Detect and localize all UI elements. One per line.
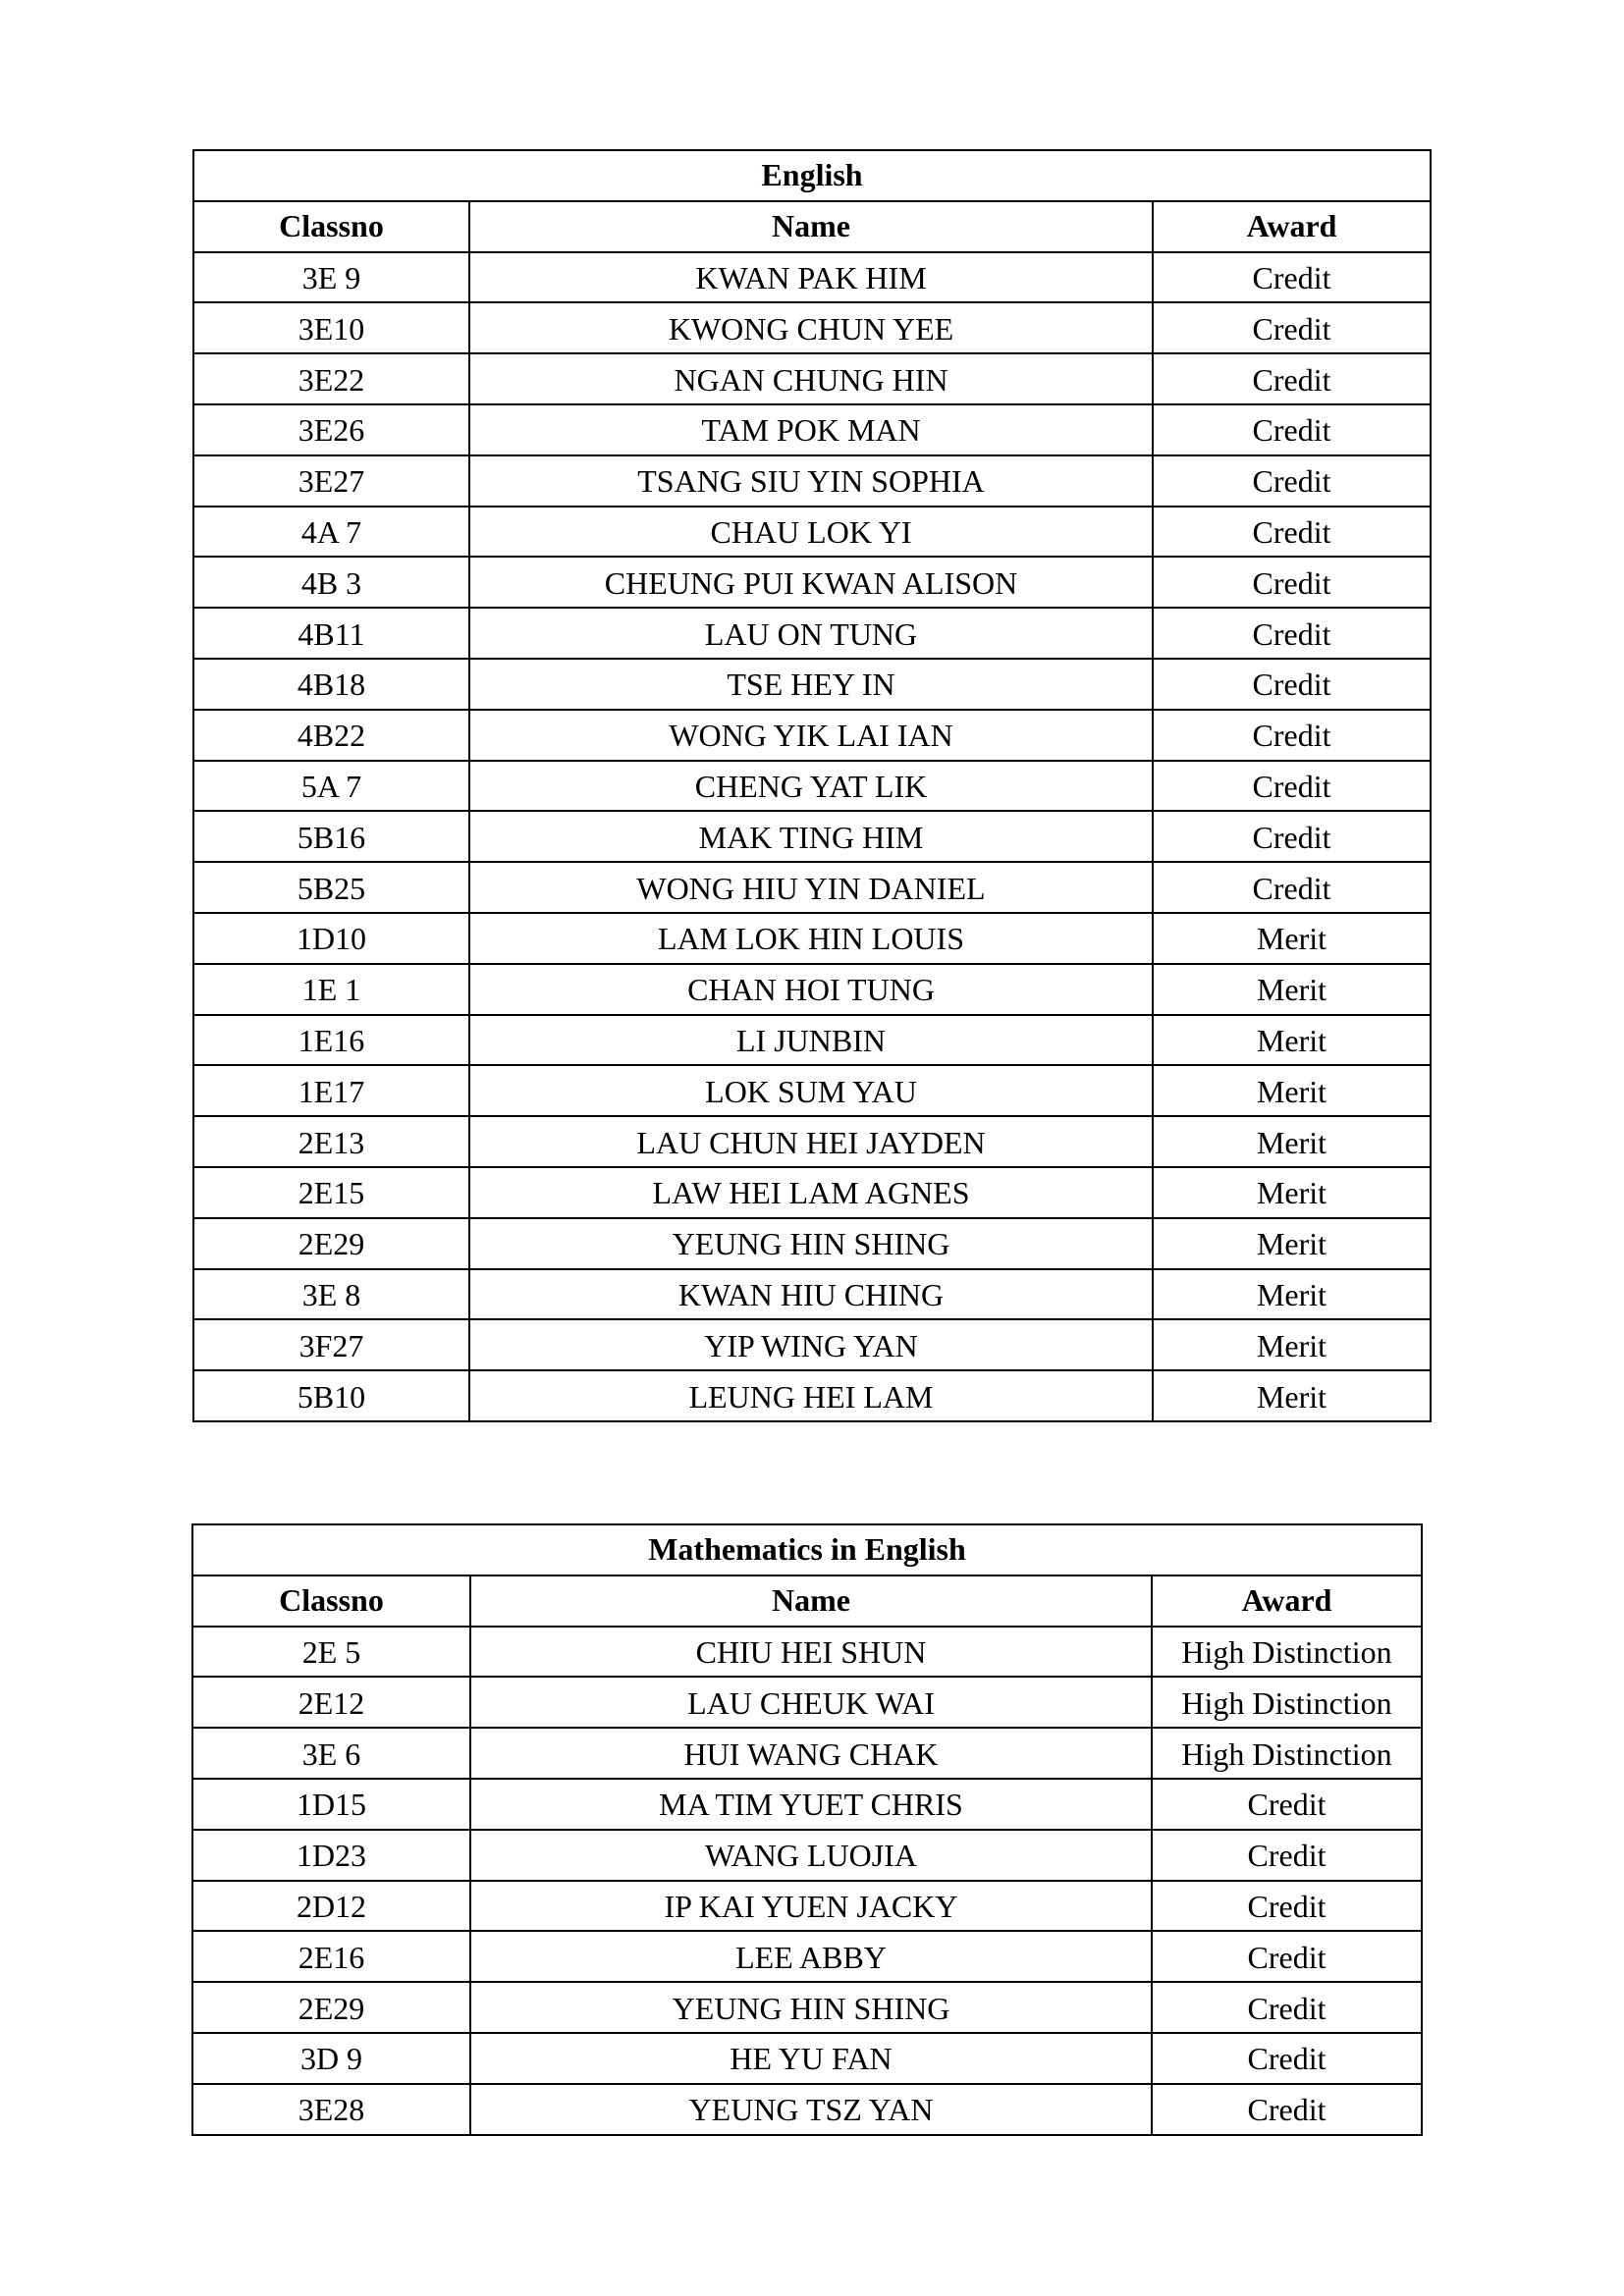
student-name-cell: LEUNG HEI LAM <box>469 1370 1153 1421</box>
award-cell: Merit <box>1153 1269 1431 1320</box>
award-cell: Merit <box>1153 1319 1431 1370</box>
student-name-cell: MAK TING HIM <box>469 811 1153 862</box>
award-cell: Credit <box>1153 252 1431 303</box>
student-name-cell: CHENG YAT LIK <box>469 761 1153 812</box>
student-name-cell: YIP WING YAN <box>469 1319 1153 1370</box>
award-cell: Credit <box>1153 404 1431 455</box>
student-name-cell: KWAN HIU CHING <box>469 1269 1153 1320</box>
classno-cell: 4A 7 <box>193 507 469 558</box>
award-cell: Merit <box>1153 964 1431 1015</box>
column-header-name: Name <box>469 201 1153 252</box>
student-name-cell: YEUNG TSZ YAN <box>470 2084 1152 2135</box>
table-row <box>192 2033 1422 2084</box>
table-row <box>193 1015 1431 1066</box>
student-name-cell: LEE ABBY <box>470 1931 1152 1982</box>
award-cell: Credit <box>1152 1779 1422 1830</box>
classno-cell: 3F27 <box>193 1319 469 1370</box>
student-name-cell: KWONG CHUN YEE <box>469 302 1153 353</box>
table-row <box>192 1728 1422 1779</box>
table-row <box>193 1319 1431 1370</box>
classno-cell: 5B16 <box>193 811 469 862</box>
student-name-cell: TSANG SIU YIN SOPHIA <box>469 455 1153 507</box>
table-title: Mathematics in English <box>192 1524 1422 1575</box>
table-row <box>193 608 1431 659</box>
table-row <box>193 862 1431 913</box>
column-header-classno: Classno <box>193 201 469 252</box>
award-cell: Credit <box>1152 1830 1422 1881</box>
award-cell: High Distinction <box>1152 1677 1422 1728</box>
classno-cell: 3E28 <box>192 2084 470 2135</box>
classno-cell: 5B25 <box>193 862 469 913</box>
column-header-award: Award <box>1153 201 1431 252</box>
student-name-cell: WONG HIU YIN DANIEL <box>469 862 1153 913</box>
classno-cell: 3E 6 <box>192 1728 470 1779</box>
table-row <box>193 964 1431 1015</box>
table-row <box>193 1065 1431 1116</box>
student-name-cell: NGAN CHUNG HIN <box>469 353 1153 404</box>
student-name-cell: WANG LUOJIA <box>470 1830 1152 1881</box>
table-row <box>193 1370 1431 1421</box>
classno-cell: 3E 9 <box>193 252 469 303</box>
student-name-cell: LAW HEI LAM AGNES <box>469 1167 1153 1218</box>
table-row <box>192 2084 1422 2135</box>
award-cell: Merit <box>1153 1370 1431 1421</box>
table-row <box>193 353 1431 404</box>
classno-cell: 5B10 <box>193 1370 469 1421</box>
classno-cell: 2E13 <box>193 1116 469 1167</box>
table-row <box>193 1269 1431 1320</box>
classno-cell: 1D23 <box>192 1830 470 1881</box>
table-title: English <box>193 150 1431 201</box>
classno-cell: 1D10 <box>193 913 469 964</box>
award-cell: Credit <box>1152 1931 1422 1982</box>
classno-cell: 3D 9 <box>192 2033 470 2084</box>
student-name-cell: CHEUNG PUI KWAN ALISON <box>469 557 1153 608</box>
table-row <box>193 557 1431 608</box>
table-row <box>192 1677 1422 1728</box>
student-name-cell: LAU CHUN HEI JAYDEN <box>469 1116 1153 1167</box>
table-header-row <box>193 201 1431 252</box>
table-header-row <box>192 1575 1422 1627</box>
student-name-cell: LAU CHEUK WAI <box>470 1677 1152 1728</box>
table-title-row <box>193 150 1431 201</box>
award-cell: High Distinction <box>1152 1728 1422 1779</box>
classno-cell: 3E10 <box>193 302 469 353</box>
student-name-cell: LAU ON TUNG <box>469 608 1153 659</box>
table-row <box>193 710 1431 761</box>
table-row <box>193 1218 1431 1269</box>
award-cell: Merit <box>1153 1116 1431 1167</box>
english-award-table <box>192 149 1432 1422</box>
award-cell: Merit <box>1153 913 1431 964</box>
student-name-cell: YEUNG HIN SHING <box>469 1218 1153 1269</box>
award-cell: Credit <box>1152 2084 1422 2135</box>
student-name-cell: YEUNG HIN SHING <box>470 1982 1152 2033</box>
classno-cell: 2E29 <box>192 1982 470 2033</box>
table-title-row <box>192 1524 1422 1575</box>
table-row <box>192 1881 1422 1932</box>
classno-cell: 2E12 <box>192 1677 470 1728</box>
classno-cell: 1E17 <box>193 1065 469 1116</box>
classno-cell: 4B18 <box>193 659 469 710</box>
classno-cell: 4B 3 <box>193 557 469 608</box>
mathematics-table-body <box>192 1524 1422 2135</box>
award-cell: Credit <box>1153 710 1431 761</box>
student-name-cell: CHAN HOI TUNG <box>469 964 1153 1015</box>
column-header-name: Name <box>470 1575 1152 1627</box>
classno-cell: 5A 7 <box>193 761 469 812</box>
table-row <box>193 913 1431 964</box>
table-row <box>192 1779 1422 1830</box>
award-cell: High Distinction <box>1152 1627 1422 1678</box>
award-cell: Credit <box>1153 761 1431 812</box>
student-name-cell: IP KAI YUEN JACKY <box>470 1881 1152 1932</box>
award-cell: Merit <box>1153 1218 1431 1269</box>
student-name-cell: LAM LOK HIN LOUIS <box>469 913 1153 964</box>
table-row <box>193 1167 1431 1218</box>
classno-cell: 3E22 <box>193 353 469 404</box>
award-cell: Credit <box>1153 608 1431 659</box>
table-row <box>192 1982 1422 2033</box>
table-row <box>193 811 1431 862</box>
english-table-body <box>193 150 1431 1421</box>
classno-cell: 2E 5 <box>192 1627 470 1678</box>
student-name-cell: LOK SUM YAU <box>469 1065 1153 1116</box>
award-cell: Credit <box>1153 507 1431 558</box>
classno-cell: 2D12 <box>192 1881 470 1932</box>
student-name-cell: HUI WANG CHAK <box>470 1728 1152 1779</box>
award-cell: Credit <box>1152 1982 1422 2033</box>
table-row <box>193 761 1431 812</box>
table-row <box>193 404 1431 455</box>
award-cell: Merit <box>1153 1167 1431 1218</box>
award-cell: Credit <box>1153 862 1431 913</box>
student-name-cell: KWAN PAK HIM <box>469 252 1153 303</box>
column-header-classno: Classno <box>192 1575 470 1627</box>
award-cell: Merit <box>1153 1065 1431 1116</box>
table-row <box>193 455 1431 507</box>
column-header-award: Award <box>1152 1575 1422 1627</box>
classno-cell: 4B11 <box>193 608 469 659</box>
award-cell: Credit <box>1153 302 1431 353</box>
classno-cell: 2E16 <box>192 1931 470 1982</box>
table-row <box>193 252 1431 303</box>
student-name-cell: LI JUNBIN <box>469 1015 1153 1066</box>
award-cell: Credit <box>1152 2033 1422 2084</box>
table-row <box>192 1830 1422 1881</box>
student-name-cell: HE YU FAN <box>470 2033 1152 2084</box>
student-name-cell: CHAU LOK YI <box>469 507 1153 558</box>
student-name-cell: MA TIM YUET CHRIS <box>470 1779 1152 1830</box>
table-row <box>192 1627 1422 1678</box>
classno-cell: 1E16 <box>193 1015 469 1066</box>
award-cell: Credit <box>1153 659 1431 710</box>
table-row <box>193 302 1431 353</box>
classno-cell: 3E26 <box>193 404 469 455</box>
classno-cell: 3E27 <box>193 455 469 507</box>
table-row <box>193 507 1431 558</box>
table-row <box>193 1116 1431 1167</box>
student-name-cell: TAM POK MAN <box>469 404 1153 455</box>
student-name-cell: WONG YIK LAI IAN <box>469 710 1153 761</box>
classno-cell: 4B22 <box>193 710 469 761</box>
mathematics-award-table <box>191 1523 1423 2136</box>
table-row <box>193 659 1431 710</box>
classno-cell: 2E15 <box>193 1167 469 1218</box>
student-name-cell: TSE HEY IN <box>469 659 1153 710</box>
table-row <box>192 1931 1422 1982</box>
classno-cell: 3E 8 <box>193 1269 469 1320</box>
award-cell: Credit <box>1153 353 1431 404</box>
award-cell: Credit <box>1153 557 1431 608</box>
award-cell: Credit <box>1153 455 1431 507</box>
classno-cell: 1D15 <box>192 1779 470 1830</box>
award-cell: Credit <box>1153 811 1431 862</box>
classno-cell: 2E29 <box>193 1218 469 1269</box>
classno-cell: 1E 1 <box>193 964 469 1015</box>
award-cell: Credit <box>1152 1881 1422 1932</box>
award-cell: Merit <box>1153 1015 1431 1066</box>
student-name-cell: CHIU HEI SHUN <box>470 1627 1152 1678</box>
